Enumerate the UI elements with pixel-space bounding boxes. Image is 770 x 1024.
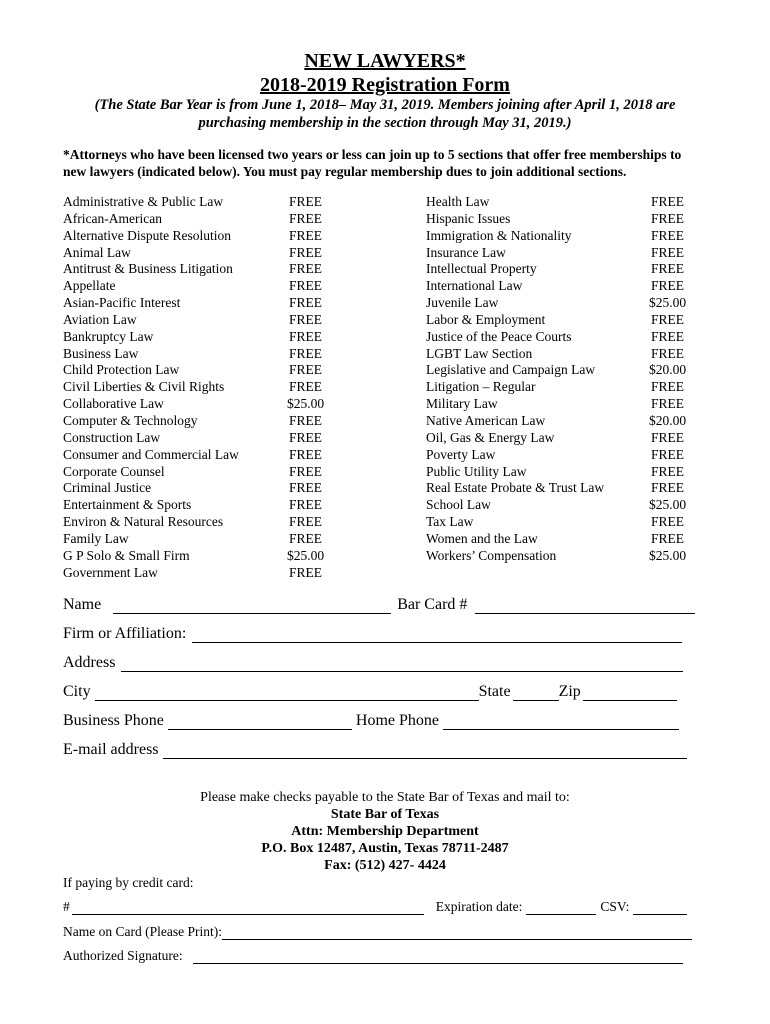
section-name: Computer & Technology [63,412,198,428]
section-price: FREE [650,429,684,445]
section-price: FREE [650,278,684,294]
email-row [63,741,687,759]
section-price: FREE [650,311,684,327]
section-name: Aviation Law [63,311,137,327]
section-price: FREE [650,261,684,277]
form-title: NEW LAWYERS* [304,50,466,72]
section-price: $25.00 [648,547,687,563]
form-subtitle: 2018-2019 Registration Form [260,74,510,96]
csv-label: CSV: [600,899,630,914]
city-label: City [63,683,91,700]
section-name: Labor & Employment [426,311,546,327]
name-row [63,596,695,614]
section-price: FREE [288,497,322,513]
section-price: $20.00 [648,412,687,428]
section-price: FREE [288,244,322,260]
address-field[interactable] [121,657,683,672]
address-row [63,654,683,672]
section-name: International Law [426,278,523,294]
section-price: FREE [650,480,684,496]
section-price: FREE [288,530,322,546]
email-label: E-mail address [63,741,159,758]
section-name: Bankruptcy Law [63,328,154,344]
section-price: FREE [650,345,684,361]
section-price: $25.00 [648,497,687,513]
name-on-card-label: Name on Card (Please Print): [63,924,222,939]
mail-fax: Fax: (512) 427- 4424 [324,858,446,873]
card-number-row [63,899,687,915]
year-note-line2: purchasing membership in the section through May 31, 2019.) [198,115,572,131]
section-name: Public Utility Law [426,463,527,479]
name-field[interactable] [113,599,391,614]
section-price: FREE [288,227,322,243]
section-name: Antitrust & Business Litigation [63,261,233,277]
sections-right-names [426,194,646,565]
section-name: Appellate [63,278,116,294]
card-number-label: # [63,899,70,914]
section-name: School Law [426,497,491,513]
signature-field[interactable] [193,949,683,964]
firm-label: Firm or Affiliation: [63,625,187,642]
section-name: Health Law [426,194,490,209]
section-price: FREE [650,446,684,462]
section-name: Military Law [426,396,498,412]
section-name: Intellectual Property [426,261,537,277]
firm-field[interactable] [192,628,682,643]
phone-row [63,712,679,730]
address-label: Address [63,654,116,671]
section-name: Collaborative Law [63,396,164,412]
section-name: Workers’ Compensation [426,547,557,563]
section-name: Real Estate Probate & Trust Law [426,480,605,496]
section-price: $25.00 [286,396,325,412]
section-price: $25.00 [286,547,325,563]
section-price: FREE [650,530,684,546]
state-label: State [478,683,511,700]
section-name: Criminal Justice [63,480,152,496]
section-name: Litigation – Regular [426,379,536,395]
section-name: Poverty Law [426,446,496,462]
section-price: $25.00 [648,295,687,311]
signature-label: Authorized Signature: [63,948,183,963]
section-price: FREE [650,396,684,412]
section-name: Corporate Counsel [63,463,165,479]
section-name: Construction Law [63,429,161,445]
section-price: FREE [288,362,322,378]
csv-field[interactable] [633,900,687,915]
section-name: Native American Law [426,412,546,428]
section-name: Women and the Law [426,530,538,546]
sections-left-prices [268,194,343,581]
year-note-line1: (The State Bar Year is from June 1, 2018– May 31, 2019. Members joining after April 1, 2018 are [94,97,676,113]
mail-org: State Bar of Texas [330,807,440,822]
section-name: Oil, Gas & Energy Law [426,429,555,445]
section-name: G P Solo & Small Firm [63,547,190,563]
section-name: Administrative & Public Law [63,194,224,209]
name-on-card-field[interactable] [222,925,692,940]
zip-field[interactable] [583,686,677,701]
mail-po-box: P.O. Box 12487, Austin, Texas 78711-2487 [261,841,509,856]
section-name: Legislative and Campaign Law [426,362,596,378]
section-price: FREE [650,227,684,243]
section-name: Justice of the Peace Courts [426,328,572,344]
section-name: Animal Law [63,244,131,260]
section-name: Entertainment & Sports [63,497,192,513]
section-name: Consumer and Commercial Law [63,446,239,462]
section-name: LGBT Law Section [426,345,533,361]
section-price: FREE [288,480,322,496]
home-phone-label: Home Phone [355,712,440,729]
section-price: FREE [650,210,684,226]
city-field[interactable] [95,686,479,701]
section-name: Family Law [63,530,129,546]
section-price: FREE [288,278,322,294]
section-price: FREE [288,463,322,479]
home-phone-field[interactable] [443,715,679,730]
section-price: FREE [288,210,322,226]
section-price: FREE [288,564,322,580]
section-name: Juvenile Law [426,295,499,311]
signature-row [63,948,683,964]
section-price: FREE [288,514,322,530]
email-field[interactable] [163,744,687,759]
section-price: FREE [288,194,322,209]
city-row [63,683,677,701]
mail-attn: Attn: Membership Department [291,824,479,839]
section-name: Asian-Pacific Interest [63,295,181,311]
firm-row [63,625,682,643]
expiration-label: Expiration date: [435,899,523,914]
eligibility-line1: *Attorneys who have been licensed two years or less can join up to 5 sections that offer free memberships to [63,147,682,162]
bar-card-label: Bar Card # [397,596,468,613]
section-name: Environ & Natural Resources [63,514,224,530]
eligibility-line2: new lawyers (indicated below). You must pay regular membership dues to join additional sections. [63,164,627,179]
section-name: Tax Law [426,514,474,530]
section-price: FREE [288,379,322,395]
credit-card-intro: If paying by credit card: [63,875,194,890]
section-name: Hispanic Issues [426,210,511,226]
section-name: Insurance Law [426,244,506,260]
section-name: African-American [63,210,162,226]
mail-instruction: Please make checks payable to the State Bar of Texas and mail to: [200,790,570,805]
name-label: Name [63,596,102,613]
zip-label: Zip [558,683,581,700]
section-price: FREE [650,328,684,344]
section-price: FREE [288,345,322,361]
section-name: Immigration & Nationality [426,227,572,243]
card-number-field[interactable] [72,900,424,915]
name-on-card-row [63,924,692,940]
section-price: FREE [288,446,322,462]
business-phone-field[interactable] [168,715,352,730]
expiration-field[interactable] [526,900,596,915]
section-price: FREE [288,412,322,428]
sections-left-names [63,194,283,581]
section-name: Child Protection Law [63,362,180,378]
section-price: FREE [650,514,684,530]
sections-right-prices [630,194,705,565]
section-name: Civil Liberties & Civil Rights [63,379,225,395]
bar-card-field[interactable] [475,599,695,614]
section-price: FREE [288,328,322,344]
section-price: $20.00 [648,362,687,378]
section-name: Alternative Dispute Resolution [63,227,231,243]
section-price: FREE [650,379,684,395]
section-price: FREE [650,244,684,260]
section-price: FREE [288,295,322,311]
section-price: FREE [650,194,684,209]
business-phone-label: Business Phone [63,712,164,729]
section-price: FREE [288,311,322,327]
section-price: FREE [288,261,322,277]
state-field[interactable] [513,686,559,701]
section-name: Government Law [63,564,158,580]
section-name: Business Law [63,345,139,361]
section-price: FREE [288,429,322,445]
section-price: FREE [650,463,684,479]
